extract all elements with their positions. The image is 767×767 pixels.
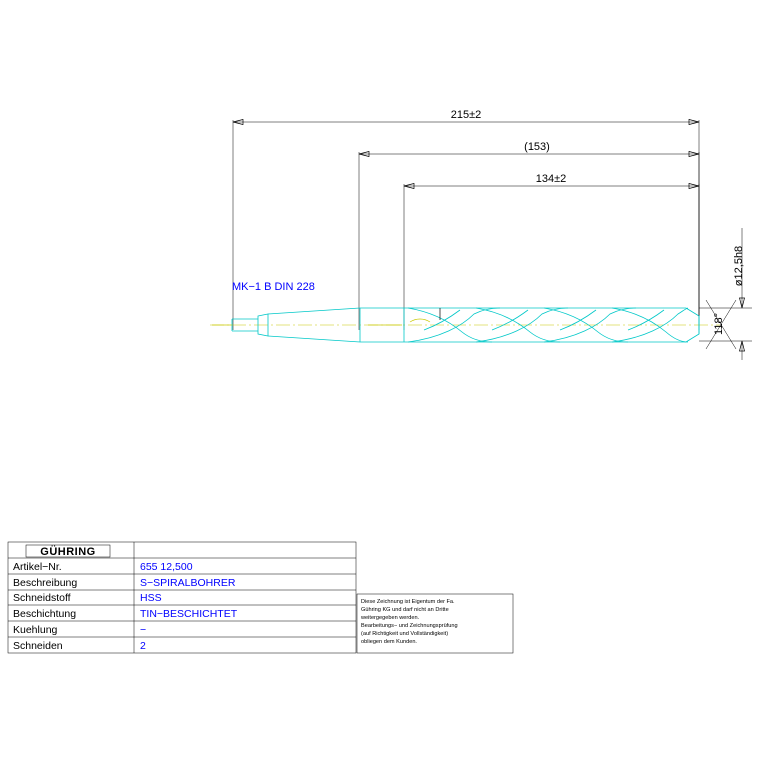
dimension-flute-length-label: 134±2 <box>535 173 567 185</box>
table-row-value-0: 655 12,500 <box>140 561 193 573</box>
dimension-group-diameter <box>699 228 752 360</box>
table-row-value-2: HSS <box>140 592 162 604</box>
table-row-value-1: S−SPIRALBOHRER <box>140 577 236 589</box>
legal-note-line-4: (auf Richtigkeit und Vollständigkeit) <box>361 631 449 637</box>
legal-note-line-1: Gühring KG und darf nicht an Dritte <box>361 607 449 613</box>
point-angle-group <box>706 300 736 349</box>
point-angle-label: 118° <box>713 313 725 335</box>
legal-note-box <box>357 594 513 653</box>
dimension-group-flute <box>404 173 699 330</box>
guehring-logo-text: GÜHRING <box>40 546 96 558</box>
legal-note-line-2: weitergegeben werden. <box>361 615 420 621</box>
dimension-reference-length-label: (153) <box>524 141 550 153</box>
legal-note-line-3: Bearbeitungs− und Zeichnungsprüfung <box>361 623 458 629</box>
table-row-label-5: Schneiden <box>13 640 63 652</box>
dimension-group-overall <box>233 109 699 330</box>
shank-detail-lines <box>212 319 430 325</box>
legal-note-line-0: Diese Zeichnung ist Eigentum der Fa. <box>361 599 455 605</box>
title-block-table <box>8 542 356 653</box>
table-row-value-4: − <box>140 624 147 636</box>
table-row-value-3: TIN−BESCHICHTET <box>140 608 238 620</box>
table-row-value-5: 2 <box>140 640 146 652</box>
table-row-label-0: Artikel−Nr. <box>13 561 62 573</box>
dimension-overall-length-label: 215±2 <box>450 109 482 121</box>
table-row-label-1: Beschreibung <box>13 577 78 589</box>
dimension-diameter-label: ø12,5h8 <box>733 245 745 287</box>
table-row-label-2: Schneidstoff <box>13 592 71 604</box>
legal-note-line-5: obliegen dem Kunden. <box>361 639 417 645</box>
shank-type-label: MK−1 B DIN 228 <box>232 281 315 293</box>
dimension-group-reference <box>359 141 699 330</box>
table-row-label-4: Kuehlung <box>13 624 58 636</box>
table-row-label-3: Beschichtung <box>13 608 77 620</box>
